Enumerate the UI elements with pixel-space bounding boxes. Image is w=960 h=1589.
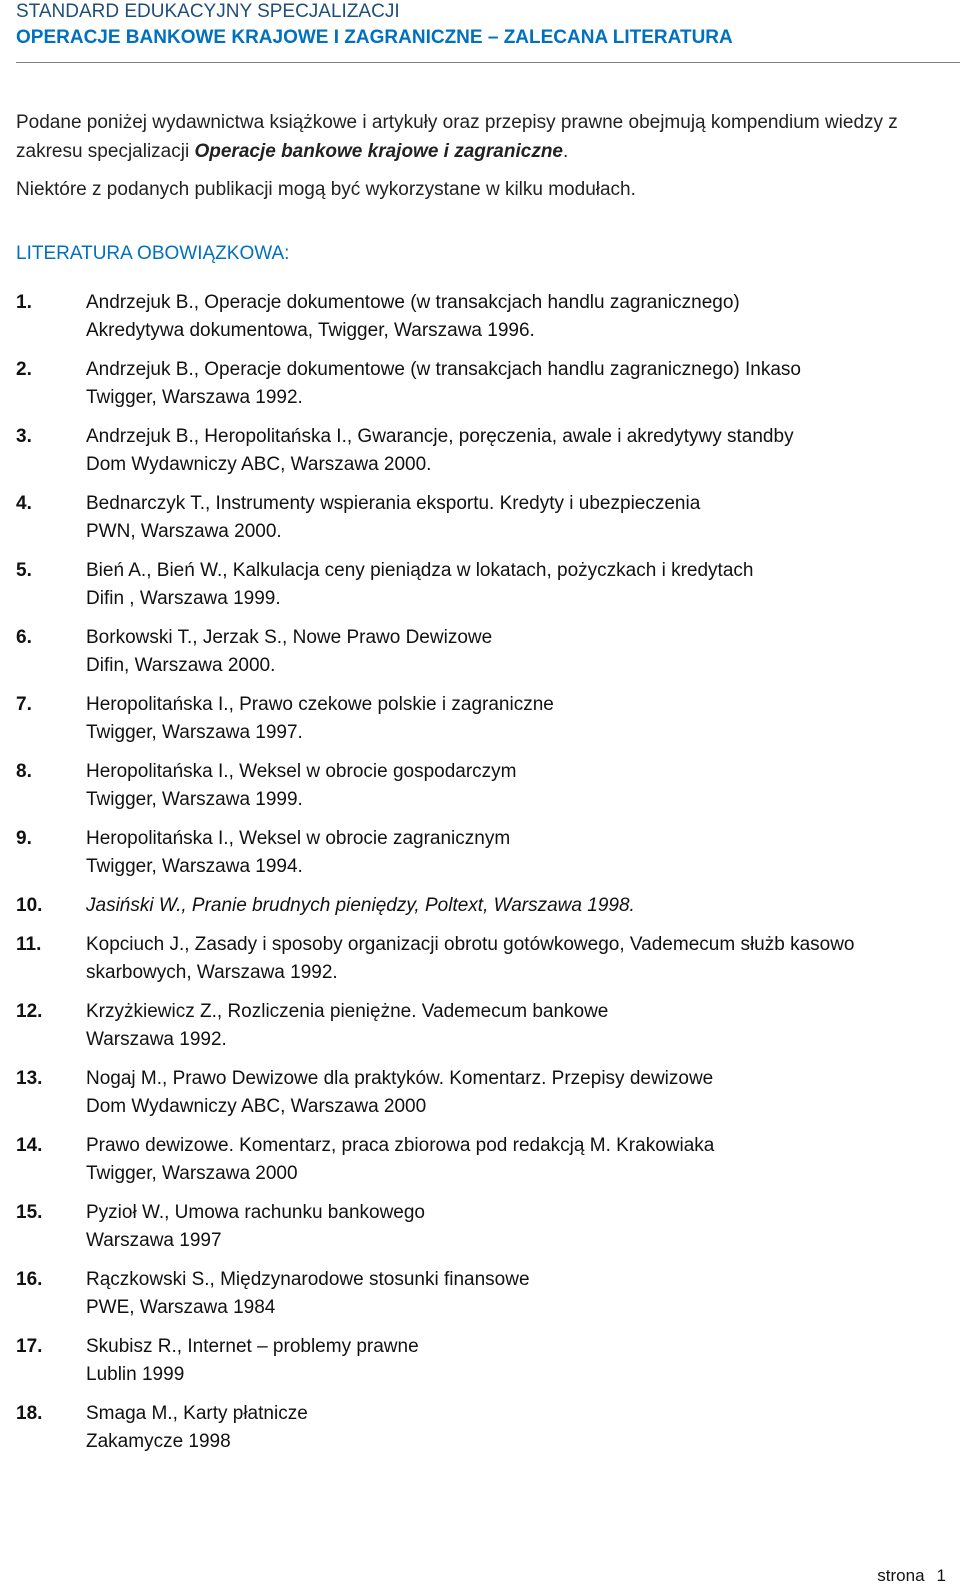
document-header	[16, 0, 960, 50]
item-line: skarbowych, Warszawa 1992.	[86, 962, 338, 983]
list-item	[16, 1065, 960, 1121]
list-item	[16, 931, 960, 987]
item-line: Kopciuch J., Zasady i sposoby organizacji obrotu gotówkowego, Vademecum służb kasowo	[86, 934, 855, 955]
item-number: 8.	[16, 761, 32, 782]
list-item	[16, 423, 960, 479]
item-line: Krzyżkiewicz Z., Rozliczenia pieniężne. Vademecum bankowe	[86, 1001, 609, 1022]
item-line: Heropolitańska I., Weksel w obrocie gospodarczym	[86, 761, 517, 782]
list-item	[16, 1199, 960, 1255]
list-item	[16, 998, 960, 1054]
list-item	[16, 1132, 960, 1188]
item-line: Dom Wydawniczy ABC, Warszawa 2000.	[86, 454, 432, 475]
item-line: Andrzejuk B., Heropolitańska I., Gwarancje, poręczenia, awale i akredytywy standby	[86, 426, 794, 447]
item-number: 18.	[16, 1403, 43, 1424]
item-line: Warszawa 1992.	[86, 1029, 227, 1050]
list-item	[16, 1400, 960, 1456]
list-item	[16, 289, 960, 345]
intro-specialization-name: Operacje bankowe krajowe i zagraniczne	[194, 141, 564, 162]
item-line: Pyzioł W., Umowa rachunku bankowego	[86, 1202, 425, 1223]
page-label: strona	[877, 1566, 925, 1585]
item-line: Twigger, Warszawa 1997.	[86, 722, 303, 743]
item-line: Bednarczyk T., Instrumenty wspierania eksportu. Kredyty i ubezpieczenia	[86, 493, 701, 514]
item-line: Akredytywa dokumentowa, Twigger, Warszawa 1996.	[86, 320, 535, 341]
list-item	[16, 557, 960, 613]
item-line: Twigger, Warszawa 1994.	[86, 856, 303, 877]
list-item	[16, 490, 960, 546]
intro-text-start: Podane poniżej wydawnictwa książkowe i artykuły oraz przepisy prawne obejmują kompendium wiedzy z zakresu specjalizacji	[16, 112, 898, 162]
literature-list	[16, 289, 960, 1467]
item-line: PWN, Warszawa 2000.	[86, 521, 282, 542]
item-number: 12.	[16, 1001, 43, 1022]
intro-text-end: .	[563, 141, 569, 162]
item-number: 14.	[16, 1135, 43, 1156]
item-number: 10.	[16, 895, 43, 916]
list-item	[16, 758, 960, 814]
intro-paragraph	[16, 108, 956, 166]
item-number: 7.	[16, 694, 32, 715]
item-line: Heropolitańska I., Weksel w obrocie zagranicznym	[86, 828, 511, 849]
item-line: Prawo dewizowe. Komentarz, praca zbiorowa pod redakcją M. Krakowiaka	[86, 1135, 715, 1156]
header-title: STANDARD EDUKACYJNY SPECJALIZACJI	[16, 1, 400, 22]
item-line: Smaga M., Karty płatnicze	[86, 1403, 308, 1424]
list-item	[16, 1333, 960, 1389]
item-line: Twigger, Warszawa 1999.	[86, 789, 303, 810]
list-item	[16, 356, 960, 412]
item-line: Bień A., Bień W., Kalkulacja ceny pieniądza w lokatach, pożyczkach i kredytach	[86, 560, 754, 581]
list-item	[16, 825, 960, 881]
item-number: 9.	[16, 828, 32, 849]
page-footer	[877, 1565, 946, 1587]
item-number: 16.	[16, 1269, 43, 1290]
list-item	[16, 892, 960, 920]
item-line: Zakamycze 1998	[86, 1431, 231, 1452]
item-line: Rączkowski S., Międzynarodowe stosunki finansowe	[86, 1269, 530, 1290]
item-number: 4.	[16, 493, 32, 514]
list-item	[16, 1266, 960, 1322]
item-line: Dom Wydawniczy ABC, Warszawa 2000	[86, 1096, 427, 1117]
item-line: Nogaj M., Prawo Dewizowe dla praktyków. Komentarz. Przepisy dewizowe	[86, 1068, 714, 1089]
item-line: Andrzejuk B., Operacje dokumentowe (w transakcjach handlu zagranicznego) Inkaso	[86, 359, 801, 380]
item-line: Difin, Warszawa 2000.	[86, 655, 276, 676]
item-line: Lublin 1999	[86, 1364, 185, 1385]
item-line: PWE, Warszawa 1984	[86, 1297, 276, 1318]
item-line: Warszawa 1997	[86, 1230, 222, 1251]
item-line: Andrzejuk B., Operacje dokumentowe (w transakcjach handlu zagranicznego)	[86, 292, 740, 313]
page-number: 1	[936, 1566, 946, 1585]
item-line: Skubisz R., Internet – problemy prawne	[86, 1336, 419, 1357]
item-line: Twigger, Warszawa 2000	[86, 1163, 298, 1184]
header-divider	[16, 62, 960, 63]
section-heading: LITERATURA OBOWIĄZKOWA:	[16, 243, 290, 264]
item-number: 2.	[16, 359, 32, 380]
intro-note: Niektóre z podanych publikacji mogą być wykorzystane w kilku modułach.	[16, 179, 636, 200]
item-line: Heropolitańska I., Prawo czekowe polskie i zagraniczne	[86, 694, 554, 715]
list-item	[16, 691, 960, 747]
item-number: 13.	[16, 1068, 43, 1089]
item-number: 3.	[16, 426, 32, 447]
header-subtitle: OPERACJE BANKOWE KRAJOWE I ZAGRANICZNE – ZALECANA LITERATURA	[16, 27, 733, 48]
item-number: 1.	[16, 292, 32, 313]
item-number: 15.	[16, 1202, 43, 1223]
item-number: 17.	[16, 1336, 43, 1357]
item-line: Borkowski T., Jerzak S., Nowe Prawo Dewizowe	[86, 627, 493, 648]
item-number: 11.	[16, 934, 42, 955]
item-number: 5.	[16, 560, 32, 581]
item-number: 6.	[16, 627, 32, 648]
item-line: Jasiński W., Pranie brudnych pieniędzy, Poltext, Warszawa 1998.	[86, 895, 635, 916]
list-item	[16, 624, 960, 680]
item-line: Twigger, Warszawa 1992.	[86, 387, 303, 408]
item-line: Difin , Warszawa 1999.	[86, 588, 281, 609]
